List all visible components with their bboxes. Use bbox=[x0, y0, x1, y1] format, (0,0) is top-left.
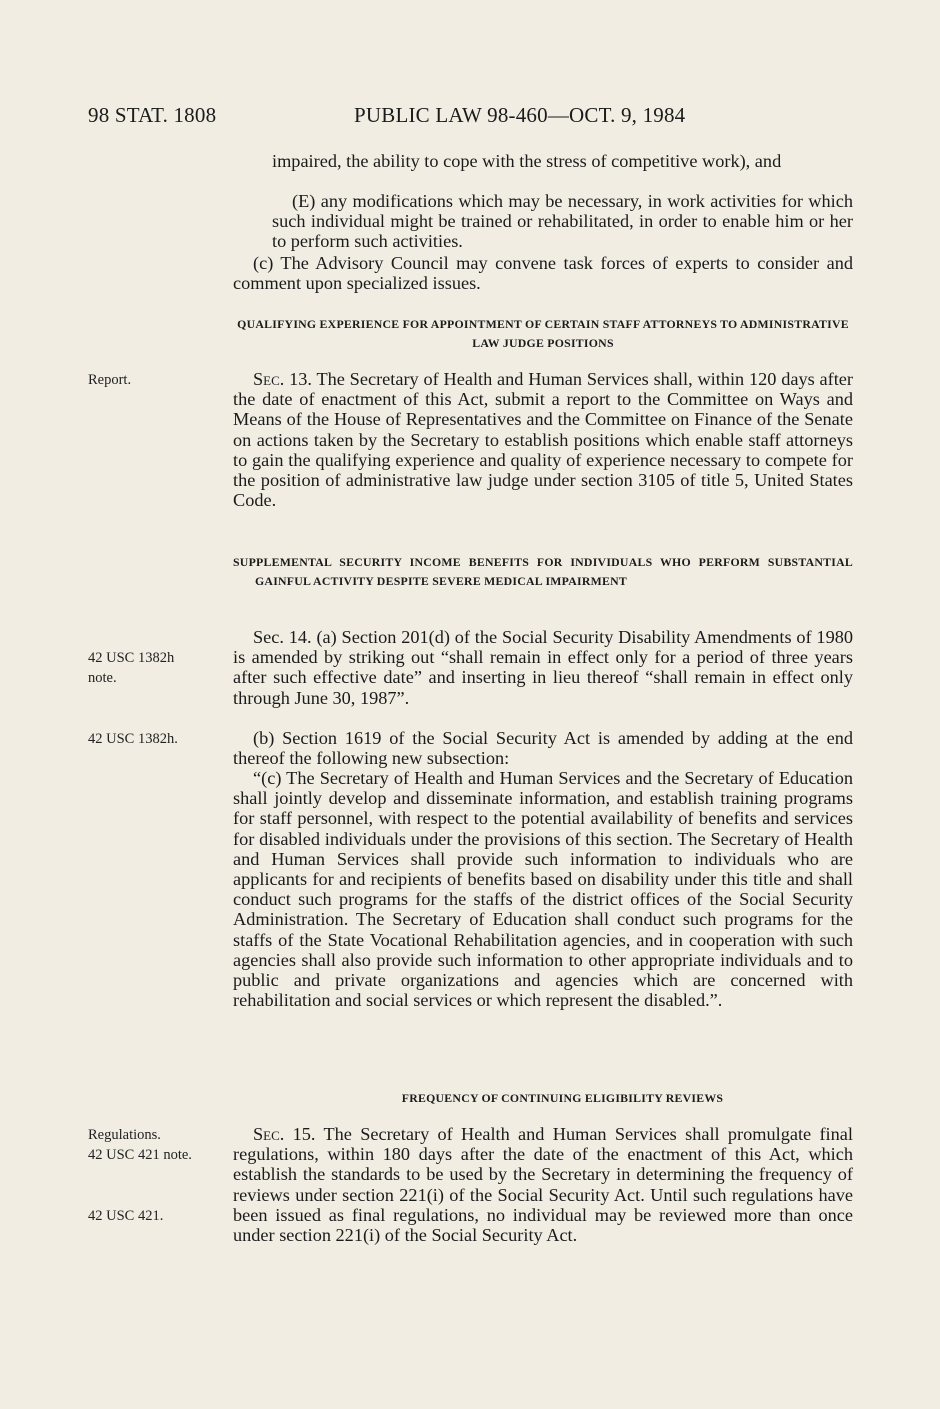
margin-note-usc-1382h: 42 USC 1382h. bbox=[88, 731, 178, 747]
margin-note-usc-421: 42 USC 421. bbox=[88, 1208, 164, 1224]
section-13-text bbox=[233, 369, 853, 510]
paragraph-continuation: impaired, the ability to cope with the stress of competitive work), and bbox=[272, 151, 782, 171]
section-14a-body: (a) Section 201(d) of the Social Security Disability Amendments of 1980 is amended by striking out “shall remain in effect only for a period of three years after such effective date” and inserting in lieu thereof “shall remain in effect only through June 30, 1987”. bbox=[233, 627, 853, 708]
margin-note-line: 42 USC 421 note. bbox=[88, 1147, 192, 1164]
margin-note-line: 42 USC 1382h bbox=[88, 650, 175, 666]
margin-note-report: Report. bbox=[88, 372, 132, 388]
margin-note-line: note. bbox=[88, 670, 117, 687]
margin-note-regulations bbox=[88, 1125, 192, 1166]
margin-note-line: Regulations. bbox=[88, 1127, 161, 1143]
section-13-label: Sec. 13. bbox=[253, 369, 312, 389]
section-14b-quoted-subsection: “(c) The Secretary of Health and Human Services and the Secretary of Education shall jointly develop and disseminate information, and establish training programs for staff personnel, with respect to the potential availability of benefits and services for disabled individuals under the provisions of this section. The Secretary of Health and Human Services shall provide such information to individuals who are applicants for and recipients of benefits based on disability under this title and shall conduct such programs for the staffs of the district offices of the Social Security Administration. The Secretary of Education shall conduct such programs for the staffs of the State Vocational Rehabilitation agencies, and in cooperation with such agencies shall also provide such information to other appropriate individuals and to public and private organizations and agencies which are concerned with rehabilitation and social services or which represent the disabled.”. bbox=[233, 768, 853, 1011]
section-13-heading: QUALIFYING EXPERIENCE FOR APPOINTMENT OF CERTAIN STAFF ATTORNEYS TO ADMINISTRATIVE LAW JUDGE POSITIONS bbox=[237, 317, 849, 350]
section-15-body: The Secretary of Health and Human Services shall promulgate final regulations, within 180 days after the date of the enactment of this Act, which establish the standards to be used by the Secretary in determining the frequency of reviews under section 221(i) of the Social Security Act. Until such regulations have been issued as final regulations, no individual may be reviewed more than once under section 221(i) of the Social Security Act. bbox=[233, 1124, 853, 1246]
section-14b-text: (b) Section 1619 of the Social Security Act is amended by adding at the end thereof the following new subsection: bbox=[233, 728, 853, 769]
page-running-head: PUBLIC LAW 98-460—OCT. 9, 1984 bbox=[354, 103, 686, 127]
section-15-heading: FREQUENCY OF CONTINUING ELIGIBILITY REVIEWS bbox=[401, 1091, 724, 1105]
paragraph-c: (c) The Advisory Council may convene task forces of experts to consider and comment upon specialized issues. bbox=[233, 253, 853, 294]
paragraph-e: (E) any modifications which may be necessary, in work activities for which such individual might be trained or rehabilitated, in order to enable him or her to perform such activities. bbox=[272, 191, 853, 252]
section-15-label: Sec. 15. bbox=[253, 1124, 316, 1144]
section-14-label: Sec. 14. bbox=[253, 627, 312, 647]
section-14a-text bbox=[233, 627, 853, 708]
section-15-text bbox=[233, 1124, 853, 1245]
page-stat-reference: 98 STAT. 1808 bbox=[88, 103, 217, 127]
section-14-heading: SUPPLEMENTAL SECURITY INCOME BENEFITS FOR INDIVIDUALS WHO PERFORM SUBSTANTIAL GAINFUL ACTIVITY DESPITE SEVERE MEDICAL IMPAIRMENT bbox=[233, 555, 853, 588]
section-13-body: The Secretary of Health and Human Services shall, within 120 days after the date of enactment of this Act, submit a report to the Committee on Ways and Means of the House of Representatives and the Committee on Finance of the Senate on actions taken by the Secretary to establish positions which enable staff attorneys to gain the qualifying experience and quality of experience necessary to compete for the position of administrative law judge under section 3105 of title 5, United States Code. bbox=[233, 369, 853, 511]
margin-note-usc-1382h-note bbox=[88, 648, 174, 689]
